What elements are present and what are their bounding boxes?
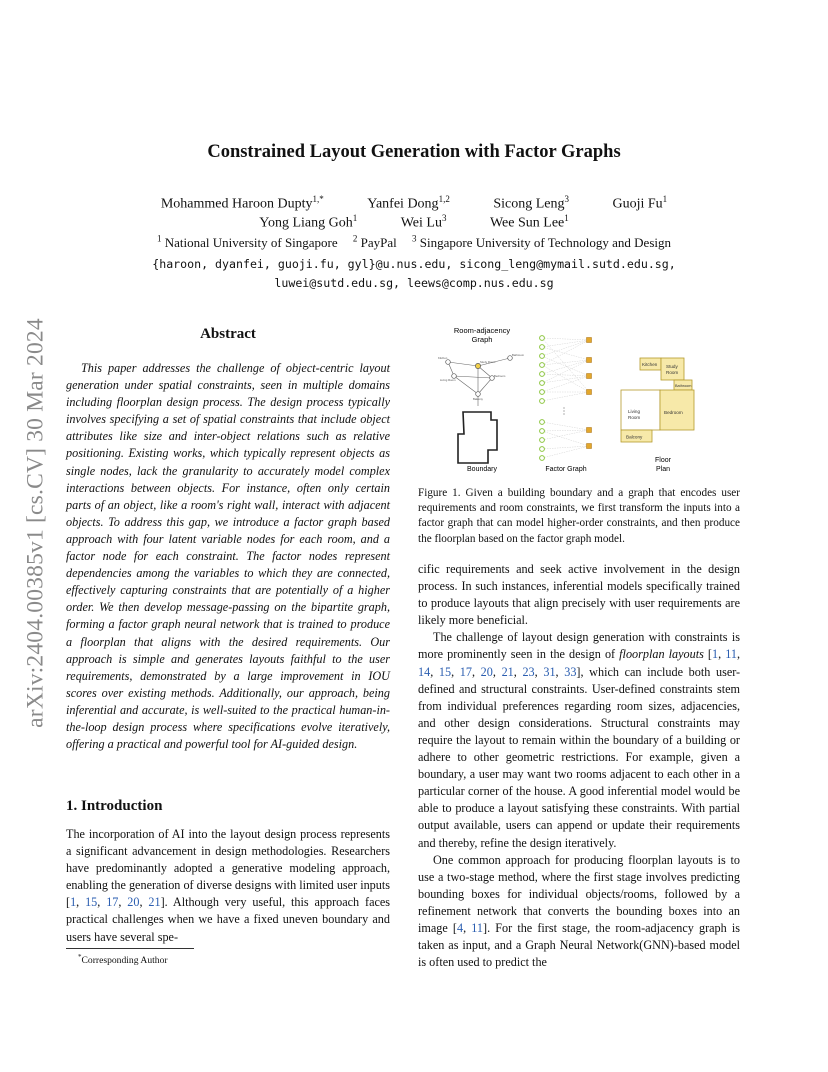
svg-text:Balcony: Balcony: [473, 397, 483, 401]
citation-link[interactable]: 1: [711, 647, 719, 662]
abstract-body: [66, 360, 390, 753]
affiliation: $^2$ PayPal: [352, 234, 397, 251]
variable-node: [540, 447, 545, 452]
introduction-paragraph-1: The incorporation of AI into the layout design process represents a significant advancement in design methodologies. Researchers have predominantly adopted a generative modeling approach, enabling the generation of diverse designs with limited user inputs [1, 15, 17, 20, 21]. Although very useful, this approach faces practical challenges when we have a fixed uneven boundary and users have several spe-: [66, 827, 391, 944]
factor-graph-edges: [542, 338, 589, 458]
arxiv-id: arXiv:2404.00385v1 [cs.CV] 30 Mar 2024: [22, 318, 49, 728]
citation-link[interactable]: 33: [564, 664, 577, 679]
variable-node: [540, 456, 545, 461]
citation-link[interactable]: 31: [543, 664, 556, 679]
author: Yanfei Dong$^{1,2}$: [367, 194, 450, 212]
citation-link[interactable]: 23: [522, 664, 535, 679]
citation-link[interactable]: 4: [456, 920, 464, 935]
floor-plan-label: Plan: [655, 466, 671, 473]
citation-link[interactable]: 15: [85, 895, 98, 910]
author: Wee Sun Lee$^1$: [489, 213, 569, 231]
paper-title: Constrained Layout Generation with Factor Graphs: [207, 142, 621, 162]
abstract-heading: Abstract: [200, 326, 256, 342]
citation-link[interactable]: 17: [459, 664, 472, 679]
svg-text:Bedroom: Bedroom: [494, 374, 506, 378]
factor-node: [587, 374, 592, 379]
figure-illustration: [418, 322, 748, 482]
affiliation: $^1$ National University of Singapore: [156, 234, 338, 251]
author: Yong Liang Goh$^1$: [259, 213, 358, 231]
room-adjacency-label: Room-adjacency: [453, 326, 511, 335]
svg-text:Living: Living: [628, 409, 641, 414]
introduction-column-2: [418, 561, 740, 971]
citation-link[interactable]: 17: [106, 895, 119, 910]
factor-node: [587, 338, 592, 343]
graph-node: [475, 363, 480, 368]
variable-node: [540, 336, 545, 341]
svg-text:Kitchen: Kitchen: [642, 362, 658, 367]
affiliations: [0, 234, 828, 251]
floor-plan-label: Floor: [655, 457, 671, 464]
factor-node: [587, 358, 592, 363]
svg-text:Room: Room: [666, 370, 679, 375]
citation-link[interactable]: 11: [725, 647, 737, 662]
citation-link[interactable]: 21: [148, 895, 161, 910]
graph-node: [476, 392, 481, 397]
affiliation: $^3$ Singapore University of Technology and Design: [412, 234, 672, 251]
svg-text:Study: Study: [666, 364, 678, 369]
paragraph: cific requirements and seek active involvement in the design process. In such instances, inferential models specifically trained to produce layouts that align precisely with user requirements are likely more beneficial.: [418, 562, 740, 628]
author: Sicong Leng$^3$: [493, 194, 569, 212]
variable-node: [540, 381, 545, 386]
citation-link[interactable]: 20: [480, 664, 493, 679]
graph-node: [446, 360, 451, 365]
variable-node: [540, 390, 545, 395]
footnote: *Corresponding Author: [78, 953, 168, 967]
variable-node: [540, 420, 545, 425]
ellipsis-dots: [563, 407, 564, 414]
citation-link[interactable]: 21: [501, 664, 514, 679]
abstract-text: This paper addresses the challenge of object-centric layout generation under spatial constraints, seen in multiple domains including floorplan design process. The design process typically involves specifying a set of spatial constraints that include object attributes like size and inter-object relations such as relative positioning. Existing works, which typically represent objects as single nodes, lack the granularity to accurately model complex interactions between objects. For instance, often only certain parts of an object, like a room's right wall, interact with adjacent objects. To address this gap, we introduce a factor graph based approach with four latent variable nodes for each room, and a factor node for each constraint. The factor nodes represent dependencies among the variables to which they are connected, effectively capturing constraints that are potentially of a higher order. We then develop message-passing on the bipartite graph, forming a factor graph neural network that is trained to produce a floorplan that aligns with the desired requirements. Our approach is simple and generates layouts faithful to the user requirements, demonstrated by a large improvement in IOU scores over existing methods. Additionally, our approach, being inferential and accurate, is well-suited to the practical human-in-the-loop design process where specifications evolve iteratively, offering a practical and powerful tool for AI-guided design.: [66, 361, 390, 752]
author-row-1: [0, 194, 828, 213]
citation-link[interactable]: 11: [471, 920, 484, 935]
graph-node-labels: [438, 353, 525, 401]
author: Wei Lu$^3$: [400, 213, 447, 231]
citation-link[interactable]: 20: [127, 895, 140, 910]
boundary-label: Boundary: [467, 466, 497, 473]
variable-node: [540, 372, 545, 377]
variable-node: [540, 363, 545, 368]
boundary-shape: [458, 412, 497, 463]
author: Guoji Fu$^1$: [612, 194, 668, 212]
factor-node: [587, 444, 592, 449]
svg-text:Balcony: Balcony: [626, 434, 643, 440]
svg-text:Bathroom: Bathroom: [675, 384, 692, 388]
author-emails: [0, 255, 828, 293]
variable-nodes: [540, 336, 545, 461]
svg-text:Kitchen: Kitchen: [438, 356, 448, 360]
svg-text:Bathroom: Bathroom: [512, 353, 525, 357]
paragraph: The challenge of layout design generation with constraints is more prominently seen in the design of floorplan layouts [1, 11, 14, 15, 17, 20, 21, 23, 31, 33], which can include both user-defined and structural constraints. User-defined constraints stem from individual preferences regarding room sizes, adjacencies, and other design considerations. Structural constraints may require the layout to remain within the boundary of a building or adhere to other geometric restrictions. For example, given a boundary, a user may want two rooms adjacent to each other in a particular corner of the house. A good inferential model would be able to produce a layout satisfying these constraints. With partial output available, users can append or update their requirements and thereby, refine the design iteratively.: [418, 630, 741, 850]
svg-text:Room: Room: [628, 415, 641, 420]
citation-link[interactable]: 15: [438, 664, 452, 679]
floor-plan: [621, 358, 694, 442]
figure-caption: Figure 1. Given a building boundary and a graph that encodes user requirements and room constraints, we first transform the inputs into a factor graph that can model higher-order constraints, and then produce the floorplan based on the factor graph model.: [418, 487, 740, 545]
svg-text:Study Room: Study Room: [480, 360, 496, 364]
variable-node: [540, 438, 545, 443]
variable-node: [540, 429, 545, 434]
email-line: luwei@sutd.edu.sg, leews@comp.nus.edu.sg: [274, 276, 554, 290]
factor-graph-label: Factor Graph: [545, 466, 587, 473]
room-study: [661, 358, 684, 380]
author-row-2: [0, 213, 828, 232]
room-adjacency-label: Graph: [471, 335, 493, 344]
paragraph: One common approach for producing floorplan layouts is to use a two-stage method, where the first stage involves predicting bounding boxes for individual objects/rooms, followed by a refinement network that converts the bounding boxes into an image [4, 11]. For the first stage, the room-adjacency graph is taken as input, and a Graph Neural Network(GNN)-based model is often used to predict the: [418, 852, 741, 970]
section-heading-introduction: 1. Introduction: [66, 798, 163, 814]
room-living: [621, 390, 660, 430]
factor-node: [587, 390, 592, 395]
author: Mohammed Haroon Dupty$^{1,*}$: [160, 194, 324, 212]
variable-node: [540, 345, 545, 350]
email-line: {haroon, dyanfei, guoji.fu, gyl}@u.nus.edu, sicong_leng@mymail.sutd.edu.sg,: [152, 257, 676, 271]
citation-link[interactable]: 14: [418, 664, 431, 679]
factor-node: [587, 428, 592, 433]
footnote-rule: [66, 948, 194, 949]
variable-node: [540, 354, 545, 359]
svg-text:Bedroom: Bedroom: [664, 410, 683, 415]
figure-1: [418, 322, 748, 482]
citation-link[interactable]: 1: [70, 895, 77, 910]
arxiv-watermark: [14, 283, 58, 763]
variable-node: [540, 399, 545, 404]
svg-text:Living Room: Living Room: [440, 378, 456, 382]
factor-nodes: [587, 338, 592, 449]
